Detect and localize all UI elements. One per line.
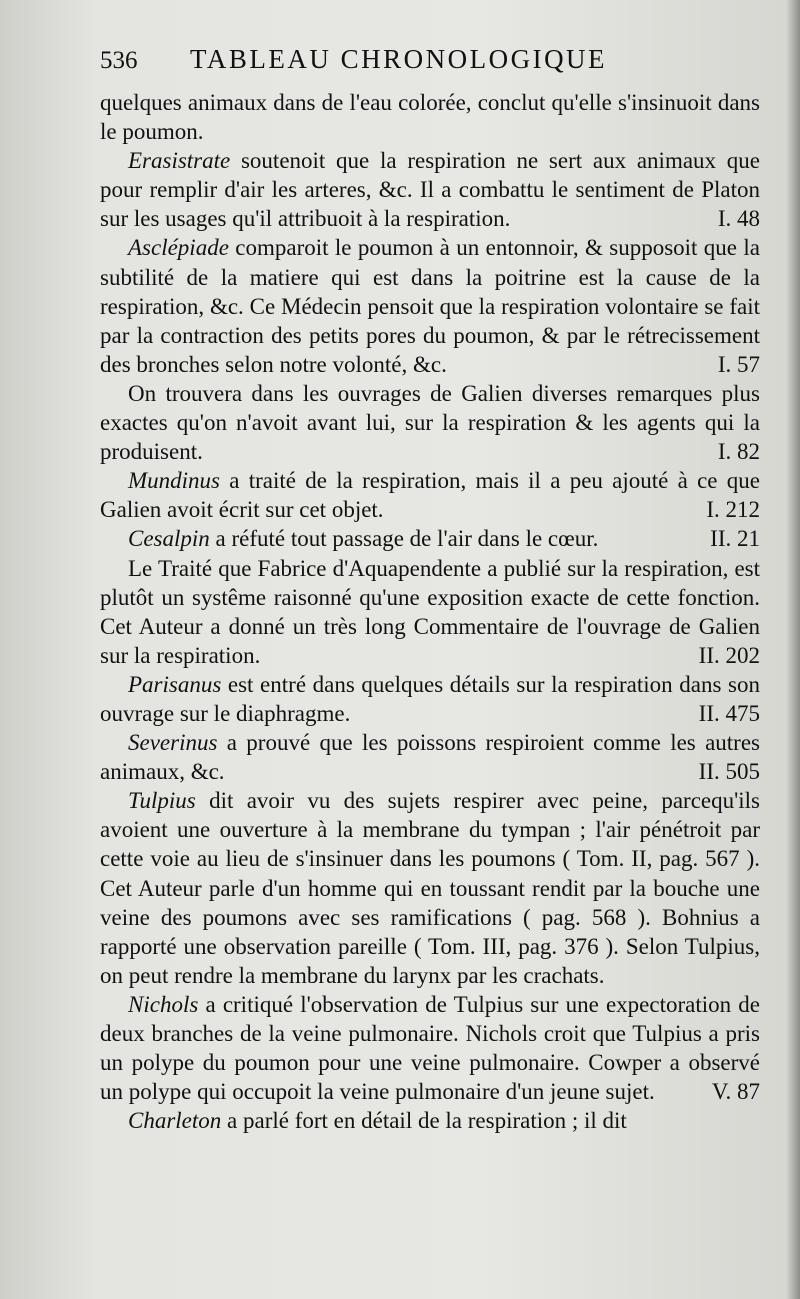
entry-text: quelques animaux dans de l'eau colorée, conclut qu'elle s'insinuoit dans le poumon. xyxy=(100,90,760,145)
entry-author: Nichols xyxy=(128,991,199,1017)
entry-text: a prouvé que les poissons respiroient comme les autres animaux, &c. xyxy=(100,730,760,785)
entry xyxy=(100,146,760,233)
entry-text: a critiqué l'observation de Tulpius sur une expectoration de deux branches de la veine pulmonaire. Nichols croit que Tulpius a pris un polype du poumon pour une veine pulmonaire. Cowper a observé un polype qui occupoit la veine pulmonaire d'un jeune sujet. xyxy=(100,991,760,1105)
running-title: TABLEAU CHRONOLOGIQUE xyxy=(190,44,608,74)
entry xyxy=(100,466,760,524)
entry xyxy=(100,1106,760,1135)
entry-text: a réfuté tout passage de l'air dans le cœur. xyxy=(209,526,599,552)
entry xyxy=(100,88,760,146)
entry-reference: V. 87 xyxy=(711,1079,760,1105)
entry-text: comparoit le poumon à un entonnoir, & supposoit que la subtilité de la matiere qui est dans la poitrine est la cause de la respiration, &c. Ce Médecin pensoit que la respiration volontaire se fait par la contraction des petits pores du poumon, & par le rétrecissement des bronches selon notre volonté, &c. xyxy=(100,235,760,377)
entry-text: Le Traité que Fabrice d'Aquapendente a publié sur la respiration, est plutôt un systême raisonné qu'une exposition exacte de cette fonction. Cet Auteur a donné un très long Commentaire de l'ouvrage de Galien sur la respiration. xyxy=(100,555,760,668)
entry xyxy=(100,728,760,786)
entry xyxy=(100,786,760,990)
entry xyxy=(100,379,760,466)
entry-author: Severinus xyxy=(128,730,218,756)
entry-reference: II. 202 xyxy=(698,642,760,668)
entry-reference: I. 212 xyxy=(706,497,760,523)
entry-text: est entré dans quelques détails sur la respiration dans son ouvrage sur le diaphragme. xyxy=(100,671,760,726)
entry xyxy=(100,990,760,1106)
entry-text: On trouvera dans les ouvrages de Galien diverses remarques plus exactes qu'on n'avoit avant lui, sur la respiration & les agents qui la produisent. xyxy=(100,380,760,465)
entry xyxy=(100,670,760,728)
entry-text: dit avoir vu des sujets respirer avec peine, parcequ'ils avoient une ouverture à la membrane du tympan ; l'air pénétroit par cette voie au lieu de s'insinuer dans les poumons ( Tom. II, pag. 567 ). Cet Auteur parle d'un homme qui en toussant rendit par la bouche une veine des poumons avec ses ramifications ( pag. 568 ). Bohnius a rapporté une observation pareille ( Tom. III, pag. 376 ). Selon Tulpius, on peut rendre la membrane du larynx par les crachats. xyxy=(100,788,760,988)
entry-author: Mundinus xyxy=(128,468,220,494)
page-number: 536 xyxy=(100,47,138,74)
entry-author: Asclépiade xyxy=(128,235,229,261)
entry-text: a traité de la respiration, mais il a peu ajouté à ce que Galien avoit écrit sur cet objet. xyxy=(100,468,760,523)
entry-reference: I. 48 xyxy=(717,206,760,232)
entry-author: Cesalpin xyxy=(128,526,210,552)
entry xyxy=(100,554,760,670)
entry-text: soutenoit que la respiration ne sert aux animaux que pour remplir d'air les arteres, &c. Il a combattu le sentiment de Platon sur les usages qu'il attribuoit à la respiration. xyxy=(100,148,760,232)
entry xyxy=(100,524,760,553)
entry-reference: I. 57 xyxy=(717,351,760,377)
entry-author: Parisanus xyxy=(128,671,222,697)
entry-author: Charleton xyxy=(128,1108,222,1134)
entry-reference: II. 475 xyxy=(698,700,760,726)
entry-author: Tulpius xyxy=(128,788,196,814)
entry-text: a parlé fort en détail de la respiration ; il dit xyxy=(221,1108,627,1134)
entry-reference: II. 21 xyxy=(710,526,760,552)
entry-author: Erasistrate xyxy=(128,148,231,174)
entry-reference: II. 505 xyxy=(698,759,760,785)
entry xyxy=(100,233,760,378)
entry-reference: I. 82 xyxy=(717,439,760,465)
entries-body xyxy=(100,88,760,1135)
page-header xyxy=(100,44,760,88)
